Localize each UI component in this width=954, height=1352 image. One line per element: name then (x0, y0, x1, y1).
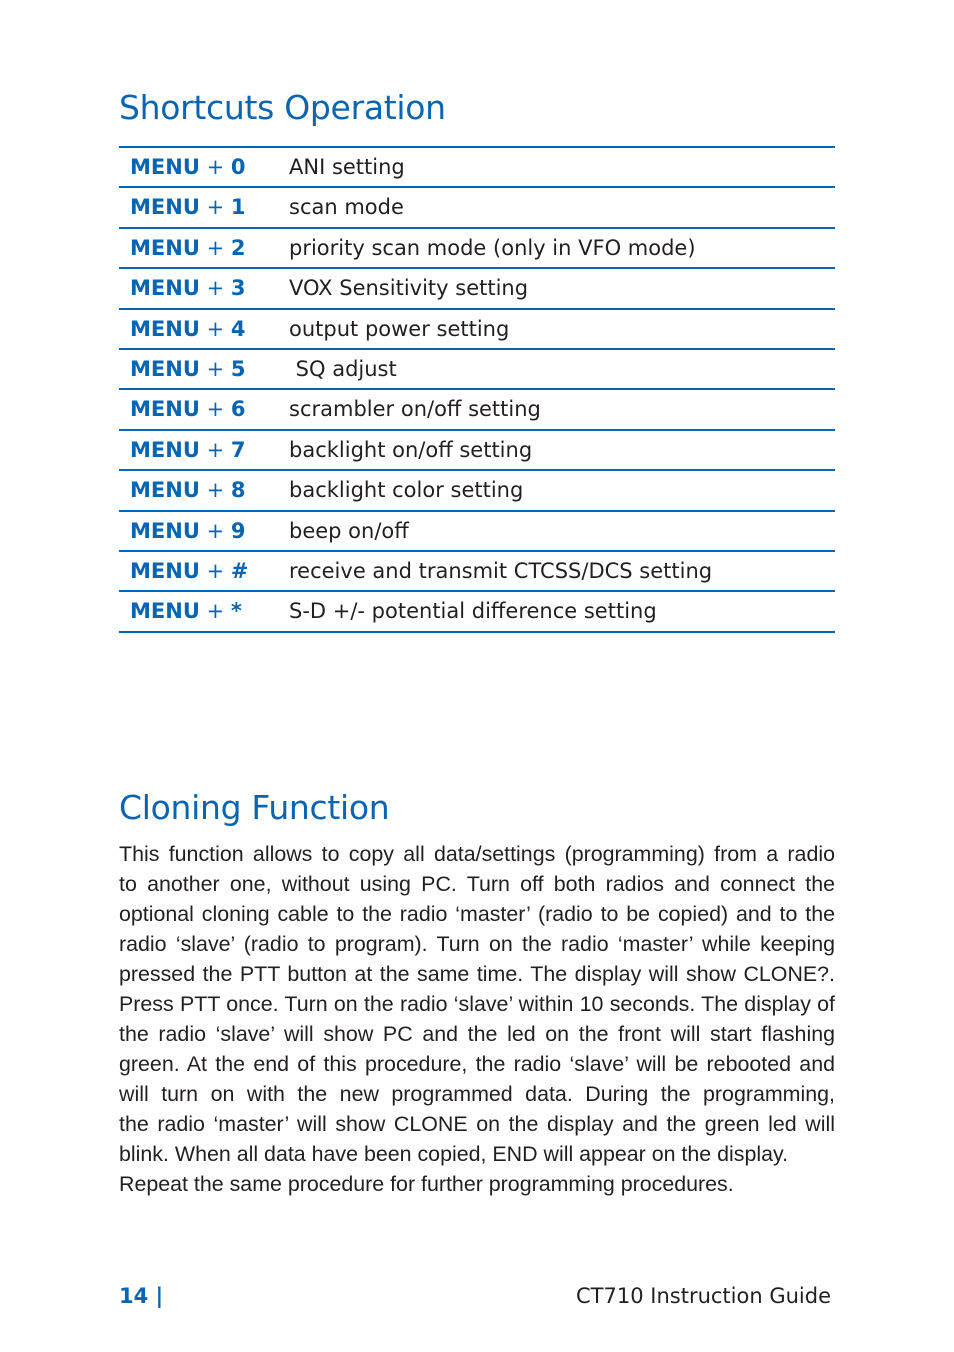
shortcut-key-menu: MENU (130, 195, 200, 220)
shortcut-key-number: 1 (230, 195, 246, 220)
shortcut-key-plus: + (206, 478, 225, 503)
shortcut-key-menu: MENU (130, 437, 200, 462)
paragraph-line: will turn on with the new programmed data. During the programming, (119, 1082, 835, 1106)
shortcut-key-number: 2 (230, 235, 246, 260)
shortcut-description: priority scan mode (only in VFO mode) (289, 235, 696, 260)
shortcut-description: beep on/off (289, 518, 409, 543)
paragraph-line: Press PTT once. Turn on the radio ‘slave’ within 10 seconds. The display of (119, 992, 835, 1016)
shortcut-key-plus: + (206, 155, 225, 179)
shortcut-description: S-D +/- potential difference setting (289, 599, 657, 624)
shortcut-key-menu: MENU (130, 558, 200, 583)
shortcut-description: receive and transmit CTCSS/DCS setting (289, 558, 713, 583)
shortcut-key-number: 3 (230, 276, 246, 301)
cloning-section-title: Cloning Function (119, 788, 390, 827)
paragraph-line: blink. When all data have been copied, END will appear on the display. (119, 1142, 789, 1166)
shortcut-key (130, 431, 245, 469)
shortcut-key-plus: + (206, 599, 225, 624)
shortcut-row (119, 471, 835, 511)
shortcut-key (130, 229, 245, 267)
shortcut-key-number: 6 (230, 397, 246, 422)
shortcut-key-menu: MENU (130, 478, 200, 503)
shortcut-key-plus: + (206, 437, 225, 462)
shortcut-key-menu: MENU (130, 235, 200, 260)
shortcut-key-number: 7 (230, 437, 246, 462)
shortcut-key (130, 390, 245, 428)
shortcut-key-menu: MENU (130, 518, 200, 543)
shortcut-description: output power setting (289, 316, 510, 341)
shortcut-key-menu: MENU (130, 397, 200, 422)
paragraph-line: pressed the PTT button at the same time. The display will show CLONE?. (119, 962, 835, 986)
shortcut-row (119, 229, 835, 269)
shortcut-key-number: # (230, 558, 249, 583)
shortcut-key-menu: MENU (130, 155, 200, 179)
shortcut-key-number: 8 (230, 478, 246, 503)
shortcut-row (119, 552, 835, 592)
shortcut-description: scan mode (289, 195, 404, 220)
paragraph-line: optional cloning cable to the radio ‘master’ (radio to be copied) and to the (119, 902, 835, 926)
paragraph-line: Repeat the same procedure for further programming procedures. (119, 1172, 734, 1196)
shortcut-key-plus: + (206, 558, 225, 583)
shortcut-key-plus: + (206, 235, 225, 260)
shortcut-key-number: 4 (230, 316, 246, 341)
shortcut-key-number: 9 (230, 518, 246, 543)
shortcut-key (130, 188, 245, 226)
paragraph-line: the radio ‘master’ will show CLONE on the display and the green led will (119, 1112, 835, 1136)
shortcut-row (119, 188, 835, 228)
shortcut-row (119, 148, 835, 188)
shortcut-row (119, 269, 835, 309)
shortcut-description: backlight on/off setting (289, 437, 533, 462)
shortcut-key-plus: + (206, 195, 225, 220)
shortcut-key-menu: MENU (130, 356, 200, 381)
shortcut-description: backlight color setting (289, 478, 524, 503)
guide-title: CT710 Instruction Guide (576, 1284, 831, 1308)
shortcut-key (130, 592, 242, 630)
page-number: 14 | (119, 1284, 164, 1308)
paragraph-line: This function allows to copy all data/settings (programming) from a radio (119, 842, 835, 866)
shortcut-description: VOX Sensitivity setting (289, 276, 529, 301)
shortcut-description: SQ adjust (289, 356, 397, 381)
cloning-paragraph (119, 839, 835, 1199)
shortcut-key-menu: MENU (130, 276, 200, 301)
shortcut-row (119, 592, 835, 632)
paragraph-line: radio ‘slave’ (radio to program). Turn on the radio ‘master’ while keeping (119, 932, 835, 956)
paragraph-line: green. At the end of this procedure, the radio ‘slave’ will be rebooted and (119, 1052, 835, 1076)
shortcut-key (130, 552, 248, 590)
shortcut-key (130, 310, 245, 348)
paragraph-line: to another one, without using PC. Turn off both radios and connect the (119, 872, 835, 896)
shortcut-row (119, 310, 835, 350)
shortcut-row (119, 512, 835, 552)
shortcut-key (130, 350, 245, 388)
shortcut-row (119, 390, 835, 430)
shortcut-description: ANI setting (289, 155, 405, 179)
shortcut-description: scrambler on/off setting (289, 397, 541, 422)
shortcut-key-number: 5 (230, 356, 246, 381)
shortcut-key-plus: + (206, 397, 225, 422)
shortcut-key-plus: + (206, 356, 225, 381)
shortcut-key (130, 148, 245, 186)
shortcut-row (119, 431, 835, 471)
shortcuts-table (119, 146, 835, 633)
shortcut-key (130, 471, 245, 509)
shortcut-key-menu: MENU (130, 316, 200, 341)
shortcut-key-plus: + (206, 276, 225, 301)
shortcut-key-plus: + (206, 518, 225, 543)
shortcut-key-number: 0 (230, 155, 246, 179)
shortcut-row (119, 350, 835, 390)
shortcut-key-plus: + (206, 316, 225, 341)
shortcut-key (130, 269, 245, 307)
shortcut-key-number: * (230, 599, 242, 624)
shortcut-key-menu: MENU (130, 599, 200, 624)
paragraph-line: the radio ‘slave’ will show PC and the led on the front will start flashing (119, 1022, 835, 1046)
shortcuts-section-title: Shortcuts Operation (119, 88, 446, 127)
shortcut-key (130, 512, 245, 550)
